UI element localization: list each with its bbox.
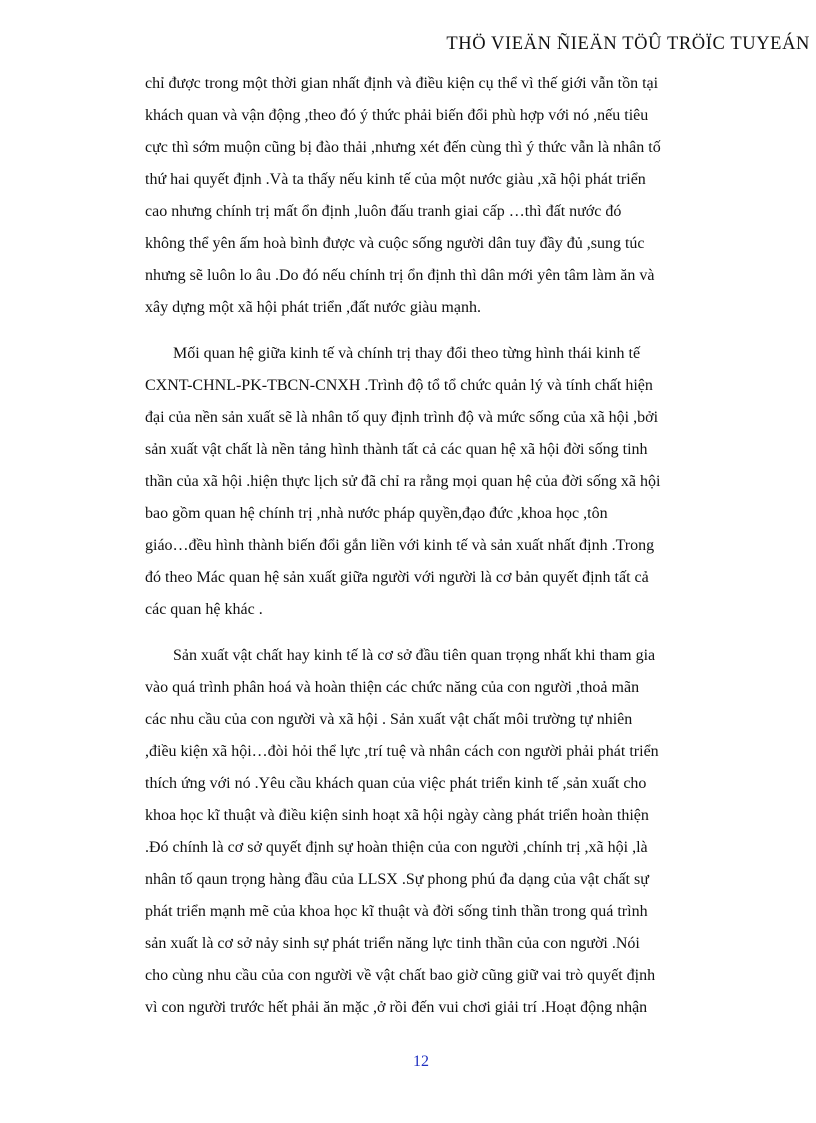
paragraph-3 <box>145 640 713 1024</box>
text-line: giáo…đều hình thành biến đổi gắn liền với kinh tế và sản xuất nhất định .Trong <box>145 537 655 554</box>
document-body <box>145 68 713 1024</box>
text-line: .Đó chính là cơ sở quyết định sự hoàn thiện của con người ,chính trị ,xã hội ,là <box>145 839 648 856</box>
text-line: phát triển mạnh mẽ của khoa học kĩ thuật và đời sống tinh thần trong quá trình <box>145 903 648 920</box>
text-line: cho cùng nhu cầu của con người về vật chất bao giờ cũng giữ vai trò quyết định <box>145 967 656 984</box>
text-line: sản xuất là cơ sở nảy sinh sự phát triển năng lực tinh thần của con người .Nói <box>145 935 640 952</box>
paragraph-spacer <box>145 324 713 338</box>
text-line: cực thì sớm muộn cũng bị đào thải ,nhưng xét đến cùng thì ý thức vẫn là nhân tố <box>145 139 661 156</box>
text-line: các quan hệ khác . <box>145 601 263 618</box>
text-line: bao gồm quan hệ chính trị ,nhà nước pháp quyền,đạo đức ,khoa học ,tôn <box>145 505 608 522</box>
page-header-title: THÖ VIEÄN ÑIEÄN TÖÛ TRÖÏC TUYEÁN <box>446 34 810 54</box>
text-line: sản xuất vật chất là nền tảng hình thành tất cả các quan hệ xã hội đời sống tinh <box>145 441 648 458</box>
text-line: CXNT-CHNL-PK-TBCN-CNXH .Trình độ tổ tổ chức quản lý và tính chất hiện <box>145 377 653 394</box>
text-line: vào quá trình phân hoá và hoàn thiện các chức năng của con người ,thoả mãn <box>145 679 640 696</box>
text-line: chỉ được trong một thời gian nhất định và điều kiện cụ thể vì thế giới vẫn tồn tại <box>145 75 659 92</box>
text-line: Mối quan hệ giữa kinh tế và chính trị thay đổi theo từng hình thái kinh tế <box>173 345 641 362</box>
text-line: không thể yên ấm hoà bình được và cuộc sống người dân tuy đầy đủ ,sung túc <box>145 235 645 252</box>
text-line: khoa học kĩ thuật và điều kiện sinh hoạt xã hội ngày càng phát triển hoàn thiện <box>145 807 649 824</box>
text-line: thần của xã hội .hiện thực lịch sử đã chỉ ra rằng mọi quan hệ của đời sống xã hội <box>145 473 661 490</box>
text-line: xây dựng một xã hội phát triển ,đất nước giàu mạnh. <box>145 299 481 316</box>
paragraph-spacer <box>145 626 713 640</box>
paragraph-2 <box>145 338 713 626</box>
text-line: nhưng sẽ luôn lo âu .Do đó nếu chính trị ổn định thì dân mới yên tâm làm ăn và <box>145 267 655 284</box>
page-number: 12 <box>413 1053 429 1070</box>
text-line: thích ứng với nó .Yêu cầu khách quan của việc phát triển kinh tế ,sản xuất cho <box>145 775 647 792</box>
text-line: vì con người trước hết phải ăn mặc ,ở rồi đến vui chơi giải trí .Hoạt động nhận <box>145 999 648 1016</box>
text-line: ,điều kiện xã hội…đòi hỏi thể lực ,trí tuệ và nhân cách con người phải phát triển <box>145 743 659 760</box>
paragraph-1 <box>145 68 713 324</box>
text-line: thứ hai quyết định .Và ta thấy nếu kinh tế của một nước giàu ,xã hội phát triển <box>145 171 646 188</box>
text-line: khách quan và vận động ,theo đó ý thức phải biến đổi phù hợp với nó ,nếu tiêu <box>145 107 649 124</box>
text-line: các nhu cầu của con người và xã hội . Sản xuất vật chất môi trường tự nhiên <box>145 711 633 728</box>
text-line: đó theo Mác quan hệ sản xuất giữa người với người là cơ bản quyết định tất cả <box>145 569 649 586</box>
text-line: Sản xuất vật chất hay kinh tế là cơ sở đầu tiên quan trọng nhất khi tham gia <box>173 647 656 664</box>
text-line: cao nhưng chính trị mất ổn định ,luôn đấu tranh giai cấp …thì đất nước đó <box>145 203 622 220</box>
text-line: đại của nền sản xuất sẽ là nhân tố quy định trình độ và mức sống của xã hội ,bởi <box>145 409 659 426</box>
text-line: nhân tố qaun trọng hàng đầu của LLSX .Sự phong phú đa dạng của vật chất sự <box>145 871 649 888</box>
